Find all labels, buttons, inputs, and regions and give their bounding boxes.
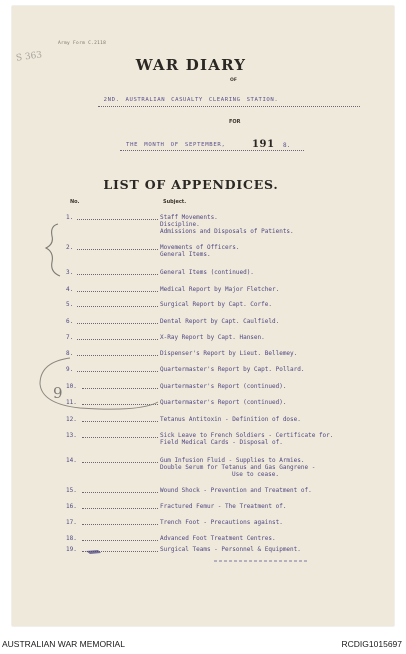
appendices-heading: LIST OF APPENDICES. [103,177,279,192]
subject-line: Quartermaster's Report (continued). [160,399,287,406]
of-label: OF [230,78,237,83]
subject-line: Admissions and Disposals of Patients. [160,228,294,235]
appendix-number: 10. [66,383,77,390]
pencil-brace [46,224,60,276]
appendix-number: 14. [66,457,77,464]
appendix-number: 2. [66,244,74,251]
ink-smudge [86,550,101,554]
subject-line: Staff Movements. [160,214,218,221]
unit-name: 2ND. AUSTRALIAN CASUALTY CLEARING STATION. [103,97,279,103]
appendix-number: 11. [66,399,77,406]
appendix-number: 19. [66,546,77,553]
appendix-number: 16. [66,503,77,510]
subject-line: Dental Report by Capt. Caulfield. [160,318,280,325]
document-title: WAR DIARY [135,56,247,74]
subject-line: General Items (continued). [160,269,254,276]
appendix-number: 8. [66,350,74,357]
subject-line: Field Medical Cards - Disposal of. [160,439,283,446]
subject-line: Trench Foot - Precautions against. [160,519,283,526]
appendix-number: 18. [66,535,77,542]
column-subject: Subject. [163,199,187,205]
subject-line: Wound Shock - Prevention and Treatment of. [160,487,312,494]
for-label: FOR [229,119,241,125]
appendix-number: 5. [66,301,74,308]
appendix-number: 7. [66,334,74,341]
subject-line: Dispenser's Report by Lieut. Bellemey. [160,350,298,357]
appendix-number: 9. [66,366,74,373]
appendix-number: 1. [66,214,74,221]
subject-line: Double Serum for Tetanus and Gas Gangrene - [160,464,316,471]
month-line: THE MONTH OF SEPTEMBER, [126,142,226,148]
form-code: Army Form C.2118 [58,41,107,46]
subject-line: Use to cease. [232,471,279,478]
footer-right: RCDIG1015697 [341,639,402,649]
pencil-archive-number: S 363 [15,50,43,64]
subject-line: Fractured Femur - The Treatment of. [160,503,287,510]
year-printed: 191 [252,139,275,150]
subject-line: Sick Leave to French Soldiers - Certificate for. [160,432,334,439]
subject-line: Surgical Report by Capt. Corfe. [160,301,272,308]
subject-line: Surgical Teams - Personnel & Equipment. [160,546,301,553]
column-no: No. [70,199,80,205]
appendix-number: 3. [66,269,74,276]
subject-line: Gum Infusion Fluid - Supplies to Armies. [160,457,305,464]
subject-line: Tetanus Antitoxin - Definition of dose. [160,416,301,423]
year-typed: 8. [283,142,291,149]
subject-line: X-Ray Report by Capt. Hansen. [160,334,265,341]
appendix-number: 13. [66,432,77,439]
appendix-number: 17. [66,519,77,526]
subject-line: Medical Report by Major Fletcher. [160,286,280,293]
pencil-annotation: 9 [53,384,63,402]
subject-line: Advanced Foot Treatment Centres. [160,535,276,542]
appendix-number: 15. [66,487,77,494]
footer-left: AUSTRALIAN WAR MEMORIAL [2,639,125,649]
appendix-number: 6. [66,318,74,325]
subject-line: General Items. [160,251,211,258]
subject-line: Quartermaster's Report by Capt. Pollard. [160,366,305,373]
subject-line: Movements of Officers. [160,244,240,251]
subject-line: Discipline. [160,221,200,228]
subject-line: Quartermaster's Report (continued). [160,383,287,390]
appendix-number: 4. [66,286,74,293]
appendix-number: 12. [66,416,77,423]
